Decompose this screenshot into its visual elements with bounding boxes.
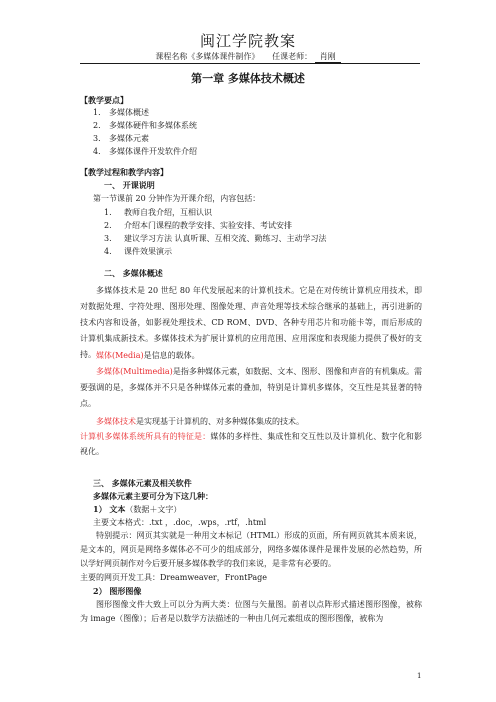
section-title: 一、 开课说明 [104,180,155,190]
term-media: 媒体(Media) [96,351,144,360]
course-intro-item: 3. 建议学习方法 认真听课、互相交流、勤练习、主动学习法 [104,234,327,243]
chapter-title: 第一章 多媒体技术概述 [191,72,305,85]
element-item-text: 1） 文本（数据＋文字） [93,504,182,514]
definition-multimedia-technology: 多媒体技术是实现基于计算机的、对多种媒体集成的技术。 [96,417,304,426]
teacher-label: 任课老师： [272,52,313,61]
course-intro-item: 4. 课件效果演示 [104,247,172,256]
section-subtitle: 多媒体元素主要可分为下这几种： [93,491,213,501]
key-point-item: 2． 多媒体硬件和多媒体系统 [93,121,197,130]
key-point-item: 3． 多媒体元素 [93,134,149,143]
graphics-paragraph: 图形图像文件大致上可以分为两大类：位图与矢量图。前者以点阵形式描述图形图像，被称为 image（图像）；后者是以数学方法描述的一种由几何元素组成的图形图像，被称为 [80,600,422,623]
term-multimedia: 多媒体(Multimedia) [96,367,173,376]
document-header-title: 闽江学院教案 [199,32,296,50]
section-title: 三、 多媒体元素及相关软件 [93,478,192,488]
webpage-tools: 主要的网页开发工具：Dreamweaver，FrontPage [80,573,267,582]
course-name: 课程名称《多媒体课件制作》 [155,52,260,61]
overview-paragraph: 多媒体技术是 20 世纪 80 年代发展起来的计算机技术。它是在对传统计算机应用技术，即对数据处理、字符处理、图形处理、图像处理、声音处理等技术综合继承的基础上，再引进新的技术内容和设备，如影视处理技术、CD ROM、DVD、各种专用芯片和功能卡等，而后形成的计算机集成新技术。多媒体技术为扩展计算机的应用范围、应用深度和表现能力提供了极好的支持。 [80,286,422,359]
page-number: 1 [417,672,422,680]
section-intro: 第一节课前 20 分钟作为开课介绍，内容包括： [93,194,261,203]
section-title: 二、 多媒体概述 [104,268,163,278]
term-multimedia-technology: 多媒体技术 [96,417,136,426]
process-heading: 【教学过程和教学内容】 [80,167,168,177]
header-divider [80,63,420,64]
term-system-features: 计算机多媒体系统所具有的特征是： [80,432,211,441]
key-point-item: 4． 多媒体课件开发软件介绍 [93,147,197,156]
key-points-heading: 【教学要点】 [80,95,128,105]
webpage-tip-paragraph: 特别提示：网页其实就是一种用文本标记（HTML）形成的页面，所有网页就其本质来说，是文本的，网页是网络多媒体必不可少的组成部分，网络多媒体课件是课件发展的必然趋势，所以学好网页制作对今后要开展多媒体教学的我们来说，是非常有必要的。 [80,531,422,568]
course-intro-item: 2. 介绍本门课程的教学安排、实验安排、考试安排 [104,221,292,230]
key-point-item: 1． 多媒体概述 [93,108,149,117]
definition-multimedia: 多媒体(Multimedia)是指多种媒体元素，如数据、文本、图形、图像和声音的有机集成。需要强调的是，多媒体并不只是各种媒体元素的叠加，特别是计算机多媒体，交互性是其显著的特点。 [80,367,423,408]
course-intro-item: 1. 教师自我介绍，互相认识 [104,208,212,217]
document-header-subtitle [0,51,496,63]
definition-system-features: 计算机多媒体系统所具有的特征是：媒体的多样性、集成性和交互性以及计算机化、数字化和影视化。 [80,432,422,456]
definition-media: 媒体(Media)是信息的载体。 [96,351,200,360]
text-formats: 主要文本格式：.txt ，.doc，.wps，.rtf，.html [93,518,267,527]
element-item-graphics: 2） 图形图像 [93,586,142,596]
teacher-name: 肖刚 [315,51,341,63]
